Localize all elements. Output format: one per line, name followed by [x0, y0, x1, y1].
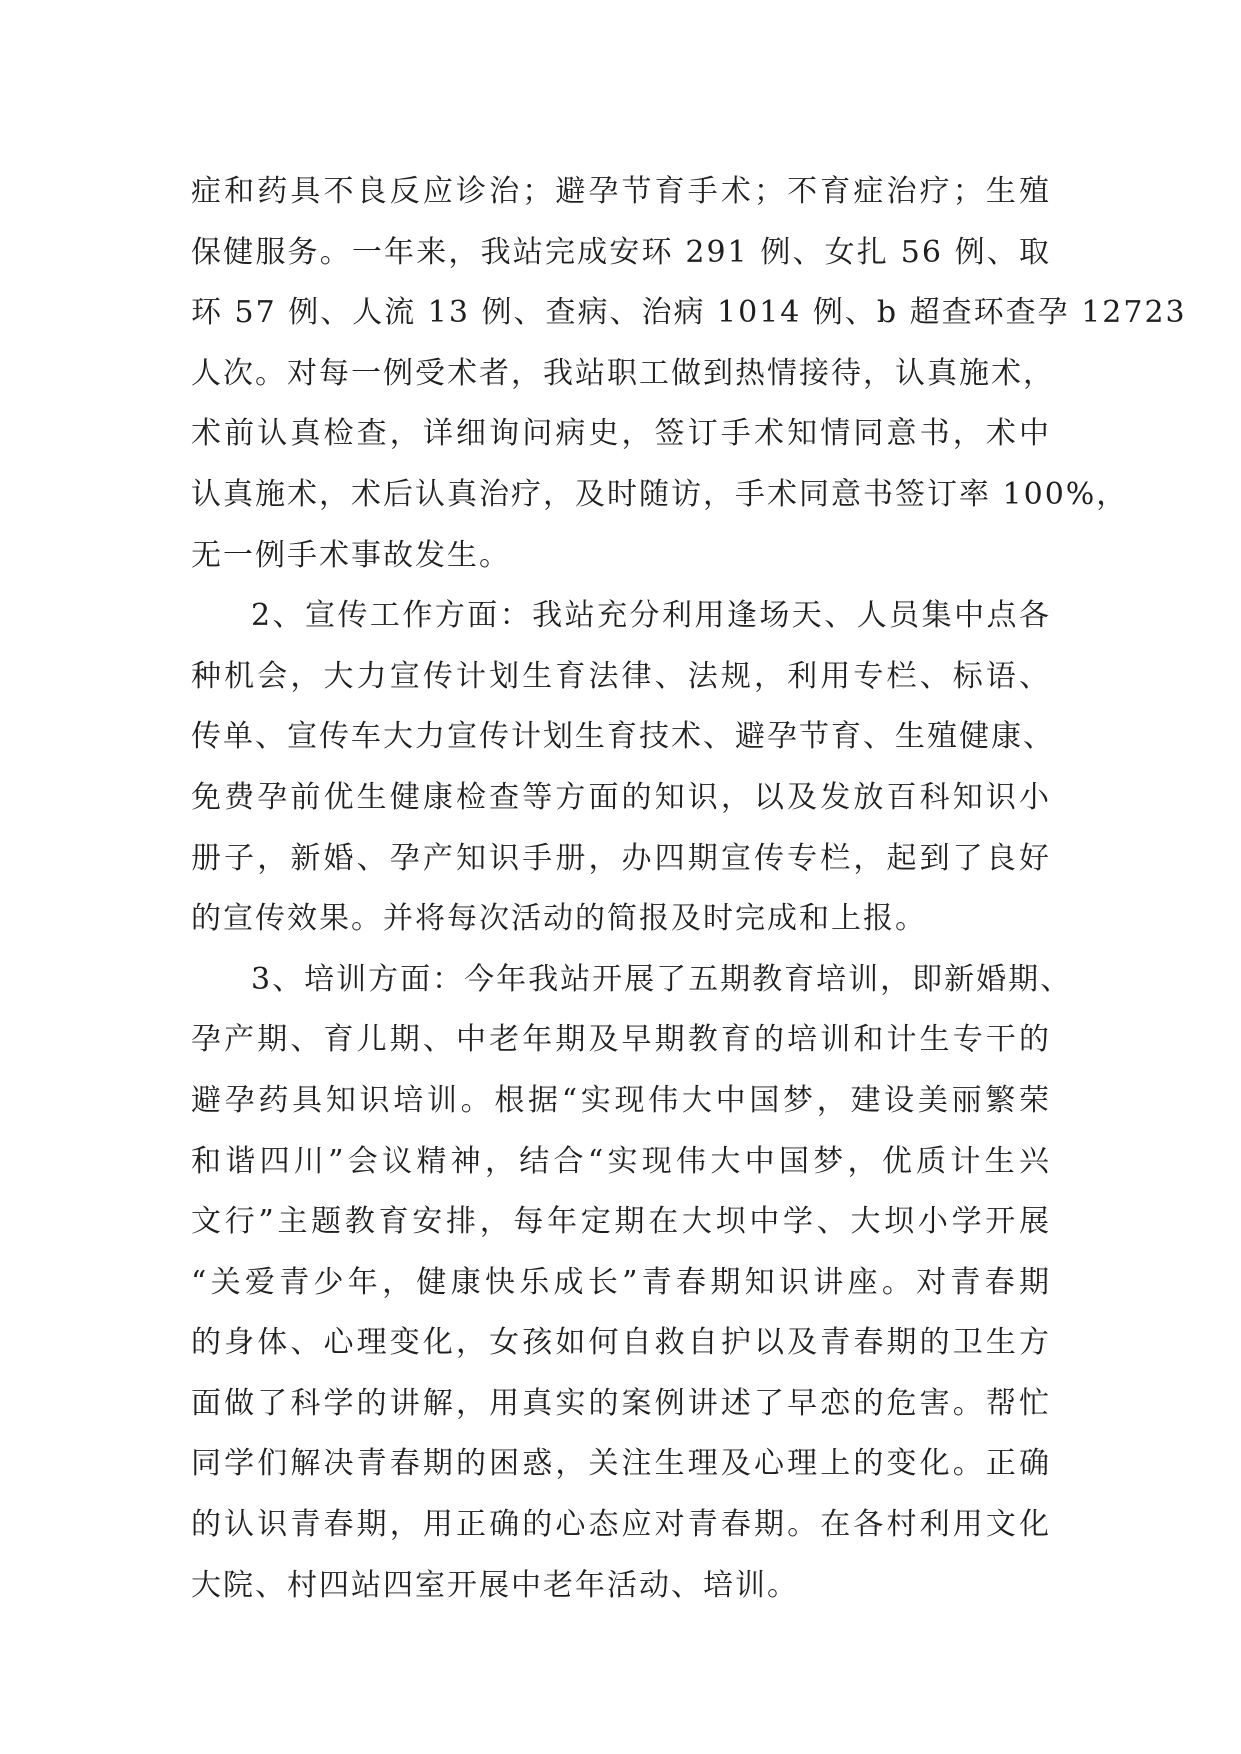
text-line: 种机会，大力宣传计划生育法律、法规，利用专栏、标语、: [191, 658, 1051, 694]
text-line: 3、培训方面：今年我站开展了五期教育培训，即新婚期、: [251, 961, 1073, 997]
paragraph-publicity-work: [191, 586, 1055, 950]
text-line: 的宣传效果。并将每次活动的简报及时完成和上报。: [191, 901, 927, 937]
document-body: [191, 162, 1187, 1616]
text-line: 同学们解决青春期的困惑，关注生理及心理上的变化。正确: [191, 1446, 1051, 1482]
text-line: 免费孕前优生健康检查等方面的知识，以及发放百科知识小: [191, 779, 1051, 815]
paragraph-training: [191, 950, 1073, 1617]
text-line: 的认识青春期，用正确的心态应对青春期。在各村利用文化: [191, 1507, 1051, 1543]
text-line: 传单、宣传车大力宣传计划生育技术、避孕节育、生殖健康、: [191, 719, 1055, 755]
text-line: 2、宣传工作方面：我站充分利用逢场天、人员集中点各: [251, 598, 1051, 634]
text-line: 无一例手术事故发生。: [191, 537, 511, 573]
text-line: 术前认真检查，详细询问病史，签订手术知情同意书，术中: [191, 416, 1051, 452]
text-line: “关爱青少年，健康快乐成长”青春期知识讲座。对青春期: [191, 1264, 1051, 1300]
text-line: 文行”主题教育安排，每年定期在大坝中学、大坝小学开展: [191, 1204, 1051, 1240]
text-line: 环 57 例、人流 13 例、查病、治病 1014 例、b 超查环查孕 12723: [191, 295, 1187, 331]
text-line: 大院、村四站四室开展中老年活动、培训。: [191, 1567, 799, 1603]
text-line: 人次。对每一例受术者，我站职工做到热情接待，认真施术，: [191, 355, 1055, 391]
text-line: 症和药具不良反应诊治；避孕节育手术；不育症治疗；生殖: [191, 174, 1051, 209]
text-line: 孕产期、育儿期、中老年期及早期教育的培训和计生专干的: [191, 1022, 1051, 1058]
text-line: 面做了科学的讲解，用真实的案例讲述了早恋的危害。帮忙: [191, 1385, 1051, 1421]
text-line: 的身体、心理变化，女孩如何自救自护以及青春期的卫生方: [191, 1325, 1051, 1361]
text-line: 保健服务。一年来，我站完成安环 291 例、女扎 56 例、取: [191, 234, 1051, 270]
text-line: 册子，新婚、孕产知识手册，办四期宣传专栏，起到了良好: [191, 840, 1051, 876]
text-line: 避孕药具知识培训。根据“实现伟大中国梦，建设美丽繁荣: [191, 1082, 1051, 1118]
text-line: 和谐四川”会议精神，结合“实现伟大中国梦，优质计生兴: [191, 1143, 1051, 1179]
text-line: 认真施术，术后认真治疗，及时随访，手术同意书签订率 100%，: [191, 476, 1129, 512]
paragraph-services-summary: [191, 162, 1187, 586]
